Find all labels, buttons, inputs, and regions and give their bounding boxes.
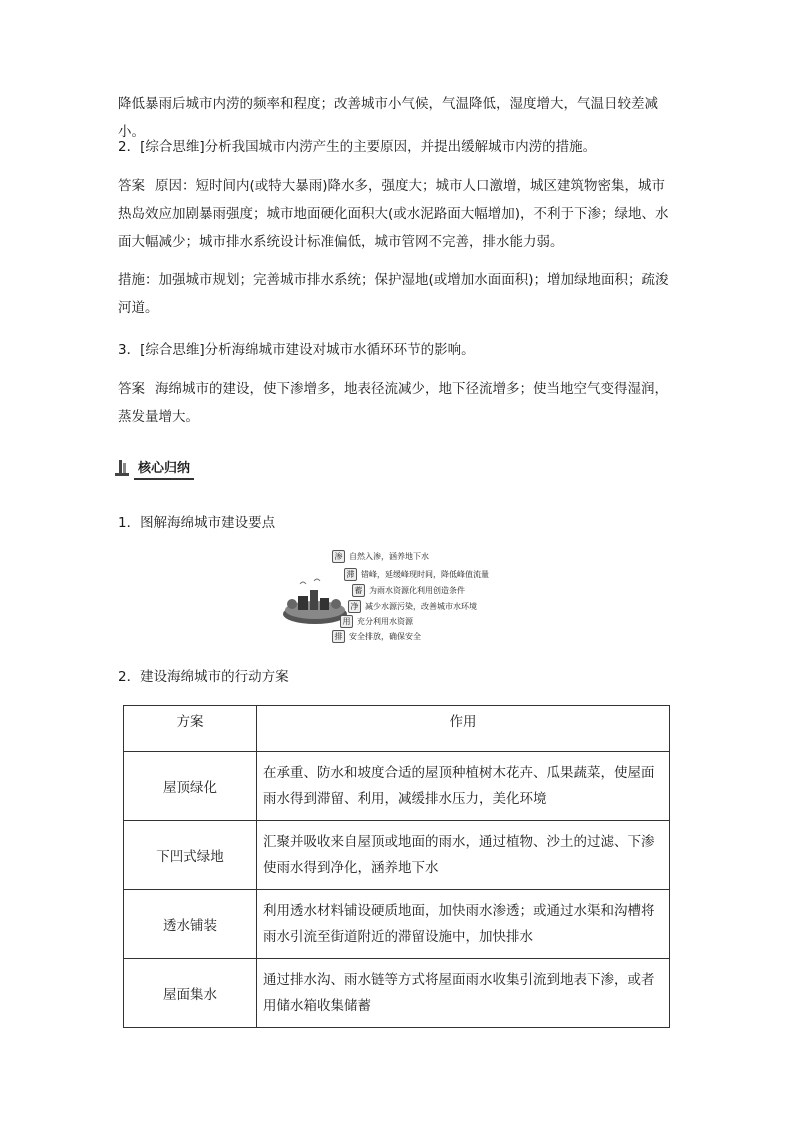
table-row bbox=[124, 752, 670, 821]
diagram-row bbox=[352, 584, 465, 597]
plan-desc-cell: 通过排水沟、雨水链等方式将屋面雨水收集引流到地表下渗，或者用储水箱收集储蓄 bbox=[257, 959, 670, 1028]
table-row bbox=[124, 890, 670, 959]
table-row bbox=[124, 959, 670, 1028]
diagram-key: 蓄 bbox=[352, 584, 365, 597]
plan-desc-cell: 利用透水材料铺设硬质地面，加快雨水渗透；或通过水渠和沟槽将雨水引流至街道附近的滞留设施中，加快排水 bbox=[257, 890, 670, 959]
question-2: 2．[综合思维]分析我国城市内涝产生的主要原因，并提出缓解城市内涝的措施。 bbox=[118, 139, 597, 155]
diagram-key: 滞 bbox=[344, 568, 357, 581]
item-1-heading: 1．图解海绵城市建设要点 bbox=[118, 515, 276, 531]
diagram-text: 充分利用水资源 bbox=[357, 616, 413, 626]
section-title: 核心归纳 bbox=[134, 457, 194, 480]
diagram-row bbox=[332, 550, 429, 563]
sponge-city-diagram bbox=[280, 548, 510, 646]
diagram-key: 渗 bbox=[332, 550, 345, 563]
diagram-row bbox=[348, 600, 477, 613]
answer-2 bbox=[118, 172, 678, 256]
diagram-key: 净 bbox=[348, 600, 361, 613]
plan-desc-cell: 汇聚并吸收来自屋顶或地面的雨水，通过植物、沙土的过滤、下渗使雨水得到净化，涵养地下水 bbox=[257, 821, 670, 890]
plan-name-cell: 透水铺装 bbox=[124, 890, 257, 959]
item-2-heading: 2．建设海绵城市的行动方案 bbox=[118, 669, 289, 685]
answer-label: 答案 bbox=[118, 178, 145, 194]
action-plan-table bbox=[123, 705, 670, 1028]
column-header: 方案 bbox=[124, 706, 257, 752]
paragraph-continuation: 降低暴雨后城市内涝的频率和程度；改善城市小气候，气温降低，湿度增大，气温日较差减小。 bbox=[118, 96, 658, 140]
diagram-row bbox=[344, 568, 489, 581]
diagram-text: 错峰，延缓峰现时间，降低峰值流量 bbox=[361, 569, 489, 579]
diagram-key: 排 bbox=[332, 630, 345, 643]
diagram-text: 减少水源污染，改善城市水环境 bbox=[365, 601, 477, 611]
diagram-key: 用 bbox=[340, 615, 353, 628]
plan-desc-cell: 在承重、防水和坡度合适的屋顶种植树木花卉、瓜果蔬菜，使屋面雨水得到滞留、利用，减缓排水压力，美化环境 bbox=[257, 752, 670, 821]
diagram-text: 为雨水资源化利用创造条件 bbox=[369, 585, 465, 595]
plan-name-cell: 屋顶绿化 bbox=[124, 752, 257, 821]
section-heading bbox=[114, 456, 194, 480]
plan-name-cell: 屋面集水 bbox=[124, 959, 257, 1028]
column-header: 作用 bbox=[257, 706, 670, 752]
answer-label: 答案 bbox=[118, 381, 145, 397]
diagram-text: 自然入渗，涵养地下水 bbox=[349, 551, 429, 561]
answer-2-text: 原因：短时间内(或特大暴雨)降水多，强度大；城市人口激增，城区建筑物密集，城市热岛效应加剧暴雨强度；城市地面硬化面积大(或水泥路面大幅增加)，不利于下渗；绿地、水面大幅减少；城市排水系统设计标准偏低，城市管网不完善，排水能力弱。 bbox=[118, 178, 669, 250]
diagram-row bbox=[332, 630, 421, 643]
plan-name-cell: 下凹式绿地 bbox=[124, 821, 257, 890]
bookmark-icon bbox=[114, 459, 130, 477]
table-row bbox=[124, 821, 670, 890]
diagram-text: 安全排放，确保安全 bbox=[349, 631, 421, 641]
question-3: 3．[综合思维]分析海绵城市建设对城市水循环环节的影响。 bbox=[118, 342, 475, 358]
answer-3 bbox=[118, 375, 678, 431]
diagram-row bbox=[340, 615, 413, 628]
measures-text: 措施：加强城市规划；完善城市排水系统；保护湿地(或增加水面面积)；增加绿地面积；疏浚河道。 bbox=[118, 272, 669, 316]
answer-3-text: 海绵城市的建设，使下渗增多，地表径流减少，地下径流增多；使当地空气变得湿润，蒸发量增大。 bbox=[118, 381, 668, 425]
table-header-row bbox=[124, 706, 670, 752]
